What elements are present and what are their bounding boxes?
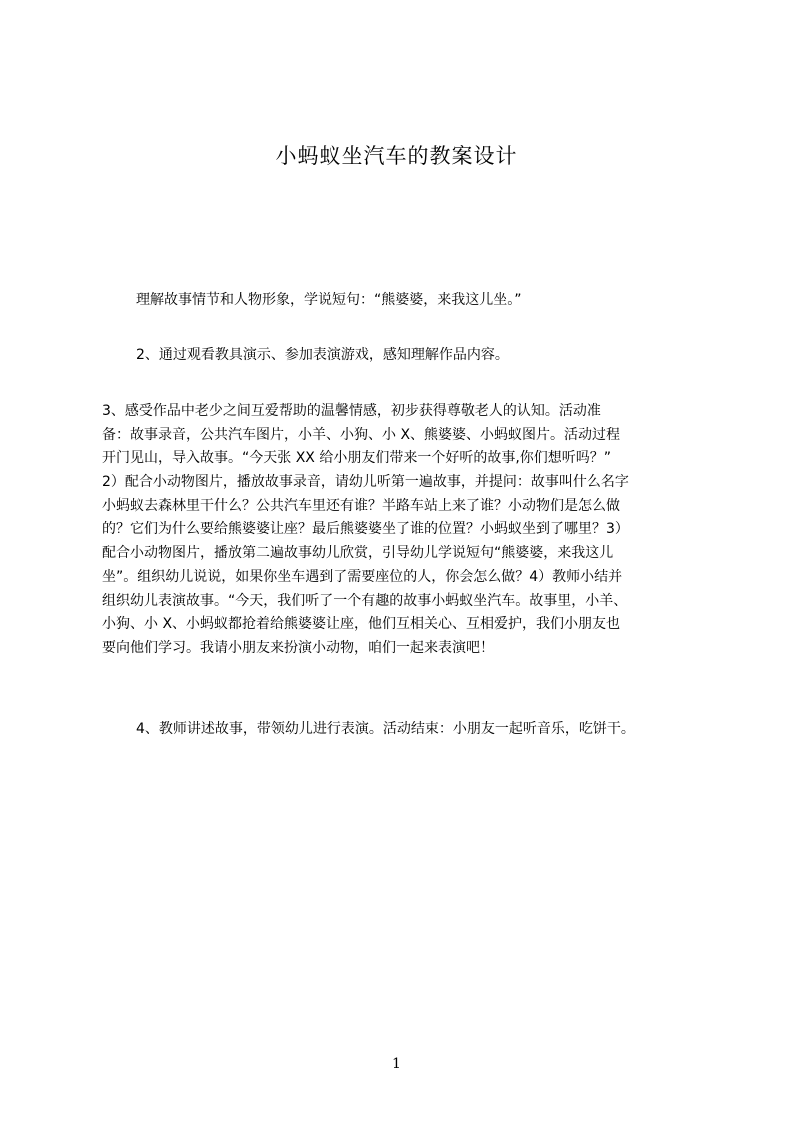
paragraph-line: 2）配合小动物图片，播放故事录音，请幼儿听第一遍故事，并提问：故事叫什么名字 xyxy=(102,474,629,491)
paragraph-line: 坐”。组织幼儿说说，如果你坐车遇到了需要座位的人，你会怎么做？4）教师小结并 xyxy=(102,568,623,585)
paragraph-line: 配合小动物图片，播放第二遍故事幼儿欣赏，引导幼儿学说短句“熊婆婆，来我这儿 xyxy=(102,545,614,562)
page-number: 1 xyxy=(392,1056,401,1072)
paragraph-line: 3、感受作品中老少之间互爱帮助的温馨情感，初步获得尊敬老人的认知。活动准 xyxy=(102,403,601,419)
paragraph-line: 小狗、小 X、小蚂蚁都抢着给熊婆婆让座，他们互相关心、互相爱护，我们小朋友也 xyxy=(102,616,621,633)
paragraph-line: 组织幼儿表演故事。“今天，我们听了一个有趣的故事小蚂蚁坐汽车。故事里，小羊、 xyxy=(102,592,628,609)
paragraph-line: 要向他们学习。我请小朋友来扮演小动物，咱们一起来表演吧！ xyxy=(102,639,494,656)
paragraph-goal-1: 理解故事情节和人物形象，学说短句：“熊婆婆，来我这儿坐。” xyxy=(136,292,522,308)
paragraph-line: 开门见山，导入故事。“今天张 XX 给小朋友们带来一个好听的故事,你们想听吗？” xyxy=(102,450,612,467)
paragraph-line: 的？它们为什么要给熊婆婆让座？最后熊婆婆坐了谁的位置？小蚂蚁坐到了哪里？3） xyxy=(102,521,629,538)
paragraph-goal-4: 4、教师讲述故事，带领幼儿进行表演。活动结束：小朋友一起听音乐，吃饼干。 xyxy=(136,721,635,737)
paragraph-goal-3 xyxy=(102,400,702,661)
paragraph-line: 小蚂蚁去森林里干什么？公共汽车里还有谁？半路车站上来了谁？小动物们是怎么做 xyxy=(102,497,620,514)
paragraph-line: 备：故事录音，公共汽车图片，小羊、小狗、小 X、熊婆婆、小蚂蚁图片。活动过程 xyxy=(102,426,621,443)
document-title: 小蚂蚁坐汽车的教案设计 xyxy=(275,144,518,168)
paragraph-goal-2: 2、通过观看教具演示、参加表演游戏，感知理解作品内容。 xyxy=(136,347,509,363)
